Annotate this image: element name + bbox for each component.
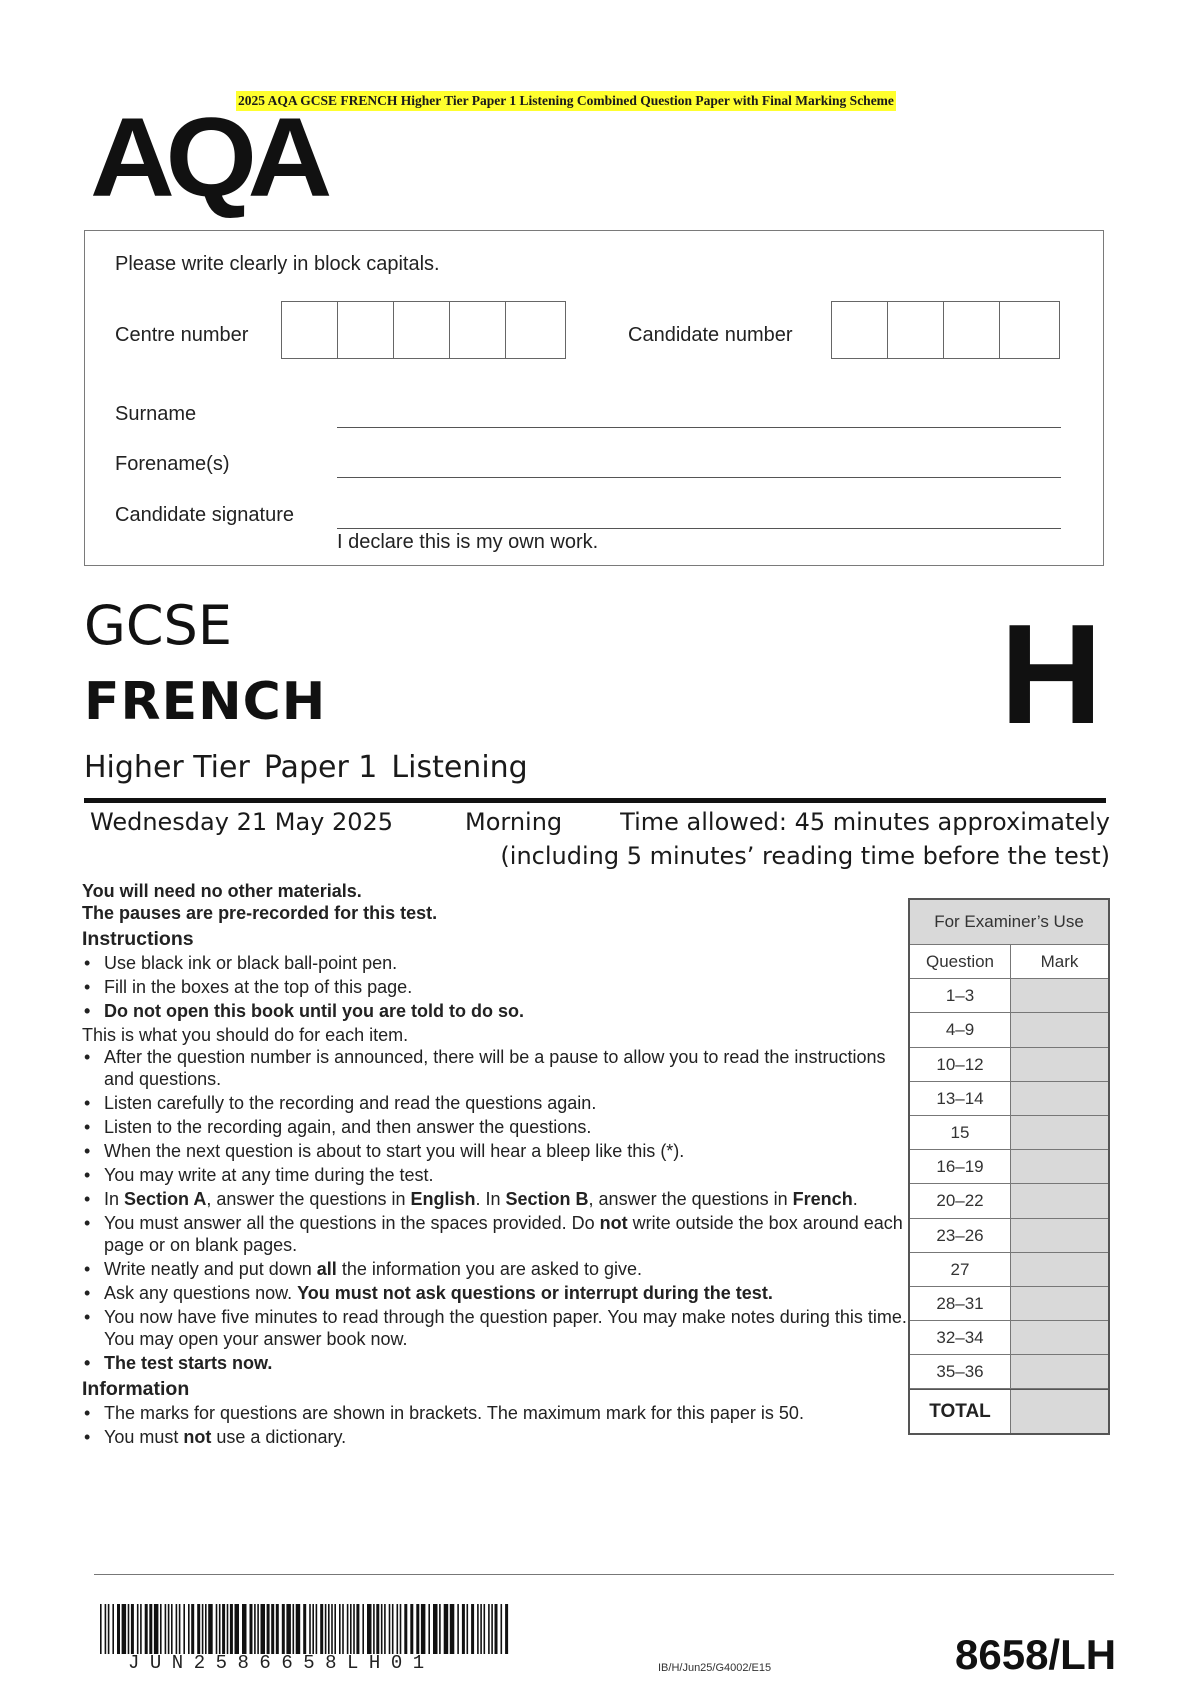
instruction-item: • After the question number is announced, there will be a pause to allow you to read the instructions and questions.: [82, 1046, 912, 1090]
question-range: 23–26: [910, 1219, 1011, 1252]
table-row: [910, 1013, 1108, 1047]
centre-number-cell[interactable]: [338, 302, 394, 358]
question-range: 20–22: [910, 1184, 1011, 1217]
instruction-item: • Listen carefully to the recording and read the questions again.: [82, 1092, 912, 1114]
question-column-header: Question: [910, 945, 1011, 978]
table-row: [910, 1150, 1108, 1184]
paper-subtitle: [84, 750, 542, 786]
instruction-item: • Use black ink or black ball-point pen.: [82, 952, 912, 974]
item-steps-list: [82, 1046, 912, 1374]
question-range: 16–19: [910, 1150, 1011, 1183]
paper-reference: IB/H/Jun25/G4002/E15: [658, 1662, 772, 1674]
qualification-title: GCSE: [84, 594, 232, 657]
table-row: [910, 1321, 1108, 1355]
centre-number-label: Centre number: [115, 324, 249, 346]
instruction-item: • Do not open this book until you are told to do so.: [82, 1000, 912, 1022]
question-range: 10–12: [910, 1048, 1011, 1081]
question-range: 13–14: [910, 1082, 1011, 1115]
candidate-number-cell[interactable]: [1000, 302, 1056, 358]
exam-session: Morning: [465, 808, 563, 836]
instruction-item: • Listen to the recording again, and then answer the questions.: [82, 1116, 912, 1138]
surname-field[interactable]: [337, 427, 1061, 428]
instruction-item: • In Section A, answer the questions in English. In Section B, answer the questions in French.: [82, 1188, 912, 1210]
table-row: [910, 1116, 1108, 1150]
instruction-item: • You now have five minutes to read through the question paper. You may make notes during this time. You may open your answer book now.: [82, 1306, 912, 1350]
mark-cell[interactable]: [1011, 1253, 1108, 1286]
question-range: 35–36: [910, 1355, 1011, 1388]
centre-number-cell[interactable]: [450, 302, 506, 358]
candidate-number-cell[interactable]: [888, 302, 944, 358]
mark-cell[interactable]: [1011, 1082, 1108, 1115]
tier-letter: H: [1000, 595, 1103, 754]
paper-code: 8658/LH: [955, 1631, 1117, 1678]
surname-label: Surname: [115, 403, 197, 425]
materials-note: You will need no other materials.: [82, 881, 362, 901]
mark-cell[interactable]: [1011, 1184, 1108, 1217]
mark-cell[interactable]: [1011, 1116, 1108, 1149]
forename-label: Forename(s): [115, 453, 230, 475]
table-row: [910, 1355, 1108, 1389]
information-heading: Information: [82, 1378, 190, 1400]
question-range: 15: [910, 1116, 1011, 1149]
table-row: [910, 1219, 1108, 1253]
declaration-text: I declare this is my own work.: [337, 531, 599, 553]
information-item: • The marks for questions are shown in brackets. The maximum mark for this paper is 50.: [82, 1402, 912, 1424]
mark-cell[interactable]: [1011, 979, 1108, 1012]
information-item: • You must not use a dictionary.: [82, 1426, 912, 1448]
candidate-details-box: [84, 230, 1104, 566]
question-range: 32–34: [910, 1321, 1011, 1354]
question-range: 4–9: [910, 1013, 1011, 1046]
instruction-item: • The test starts now.: [82, 1352, 912, 1374]
table-row: [910, 1287, 1108, 1321]
centre-number-cell[interactable]: [282, 302, 338, 358]
centre-number-boxes[interactable]: [281, 301, 566, 359]
signature-field[interactable]: [337, 528, 1061, 529]
table-row: [910, 1048, 1108, 1082]
forename-field[interactable]: [337, 477, 1061, 478]
instruction-item: • You must answer all the questions in the spaces provided. Do not write outside the box around each page or on blank pages.: [82, 1212, 912, 1256]
candidate-number-boxes[interactable]: [831, 301, 1060, 359]
total-row: [910, 1389, 1108, 1433]
table-row: [910, 1253, 1108, 1287]
centre-number-cell[interactable]: [394, 302, 450, 358]
examiner-use-table: [908, 898, 1110, 1435]
instructions-heading: Instructions: [82, 928, 194, 950]
barcode-text: JUN2586658LH01: [128, 1652, 435, 1674]
aqa-logo: AQA: [90, 95, 323, 220]
mark-cell[interactable]: [1011, 1287, 1108, 1320]
mark-cell[interactable]: [1011, 1150, 1108, 1183]
information-list: [82, 1402, 912, 1448]
reading-time: (including 5 minutes’ reading time before the test): [500, 842, 1110, 870]
examiner-table-title: For Examiner’s Use: [910, 900, 1108, 945]
table-row: [910, 1184, 1108, 1218]
instruction-item: • Ask any questions now. You must not ask questions or interrupt during the test.: [82, 1282, 912, 1304]
candidate-number-label: Candidate number: [628, 324, 793, 346]
mark-cell[interactable]: [1011, 1355, 1108, 1388]
question-range: 28–31: [910, 1287, 1011, 1320]
table-row: [910, 1082, 1108, 1116]
subject-title: FRENCH: [84, 672, 327, 732]
candidate-number-cell[interactable]: [832, 302, 888, 358]
mark-column-header: Mark: [1011, 945, 1108, 978]
instruction-item: • You may write at any time during the test.: [82, 1164, 912, 1186]
title-rule: [84, 798, 1106, 803]
mark-cell[interactable]: [1011, 1219, 1108, 1252]
instruction-item: • Fill in the boxes at the top of this page.: [82, 976, 912, 998]
pauses-note: The pauses are pre-recorded for this test.: [82, 903, 438, 923]
table-row: [910, 979, 1108, 1013]
total-mark-cell[interactable]: [1011, 1390, 1108, 1433]
mark-cell[interactable]: [1011, 1013, 1108, 1046]
instructions-list: [82, 952, 912, 1022]
signature-label: Candidate signature: [115, 504, 295, 526]
paper-text: Paper 1: [263, 750, 378, 785]
each-item-note: This is what you should do for each item.: [82, 1025, 409, 1045]
time-allowed: Time allowed: 45 minutes approximately: [620, 808, 1110, 836]
centre-number-cell[interactable]: [506, 302, 562, 358]
question-range: 1–3: [910, 979, 1011, 1012]
candidate-number-cell[interactable]: [944, 302, 1000, 358]
exam-date: Wednesday 21 May 2025: [90, 808, 394, 836]
title-banner: 2025 AQA GCSE FRENCH Higher Tier Paper 1 Listening Combined Question Paper with Final Marking Scheme: [236, 91, 896, 111]
question-range: 27: [910, 1253, 1011, 1286]
examiner-table-header: [910, 945, 1108, 979]
block-capitals-prompt: Please write clearly in block capitals.: [115, 253, 440, 275]
instruction-item: • Write neatly and put down all the information you are asked to give.: [82, 1258, 912, 1280]
tier-text: Higher Tier: [84, 750, 250, 785]
instruction-item: • When the next question is about to start you will hear a bleep like this (*).: [82, 1140, 912, 1162]
footer-rule: [94, 1574, 1114, 1575]
mark-cell[interactable]: [1011, 1048, 1108, 1081]
instructions-block: [82, 880, 912, 1450]
total-label: TOTAL: [910, 1390, 1011, 1433]
component-text: Listening: [391, 750, 528, 785]
barcode: [98, 1604, 510, 1654]
mark-cell[interactable]: [1011, 1321, 1108, 1354]
